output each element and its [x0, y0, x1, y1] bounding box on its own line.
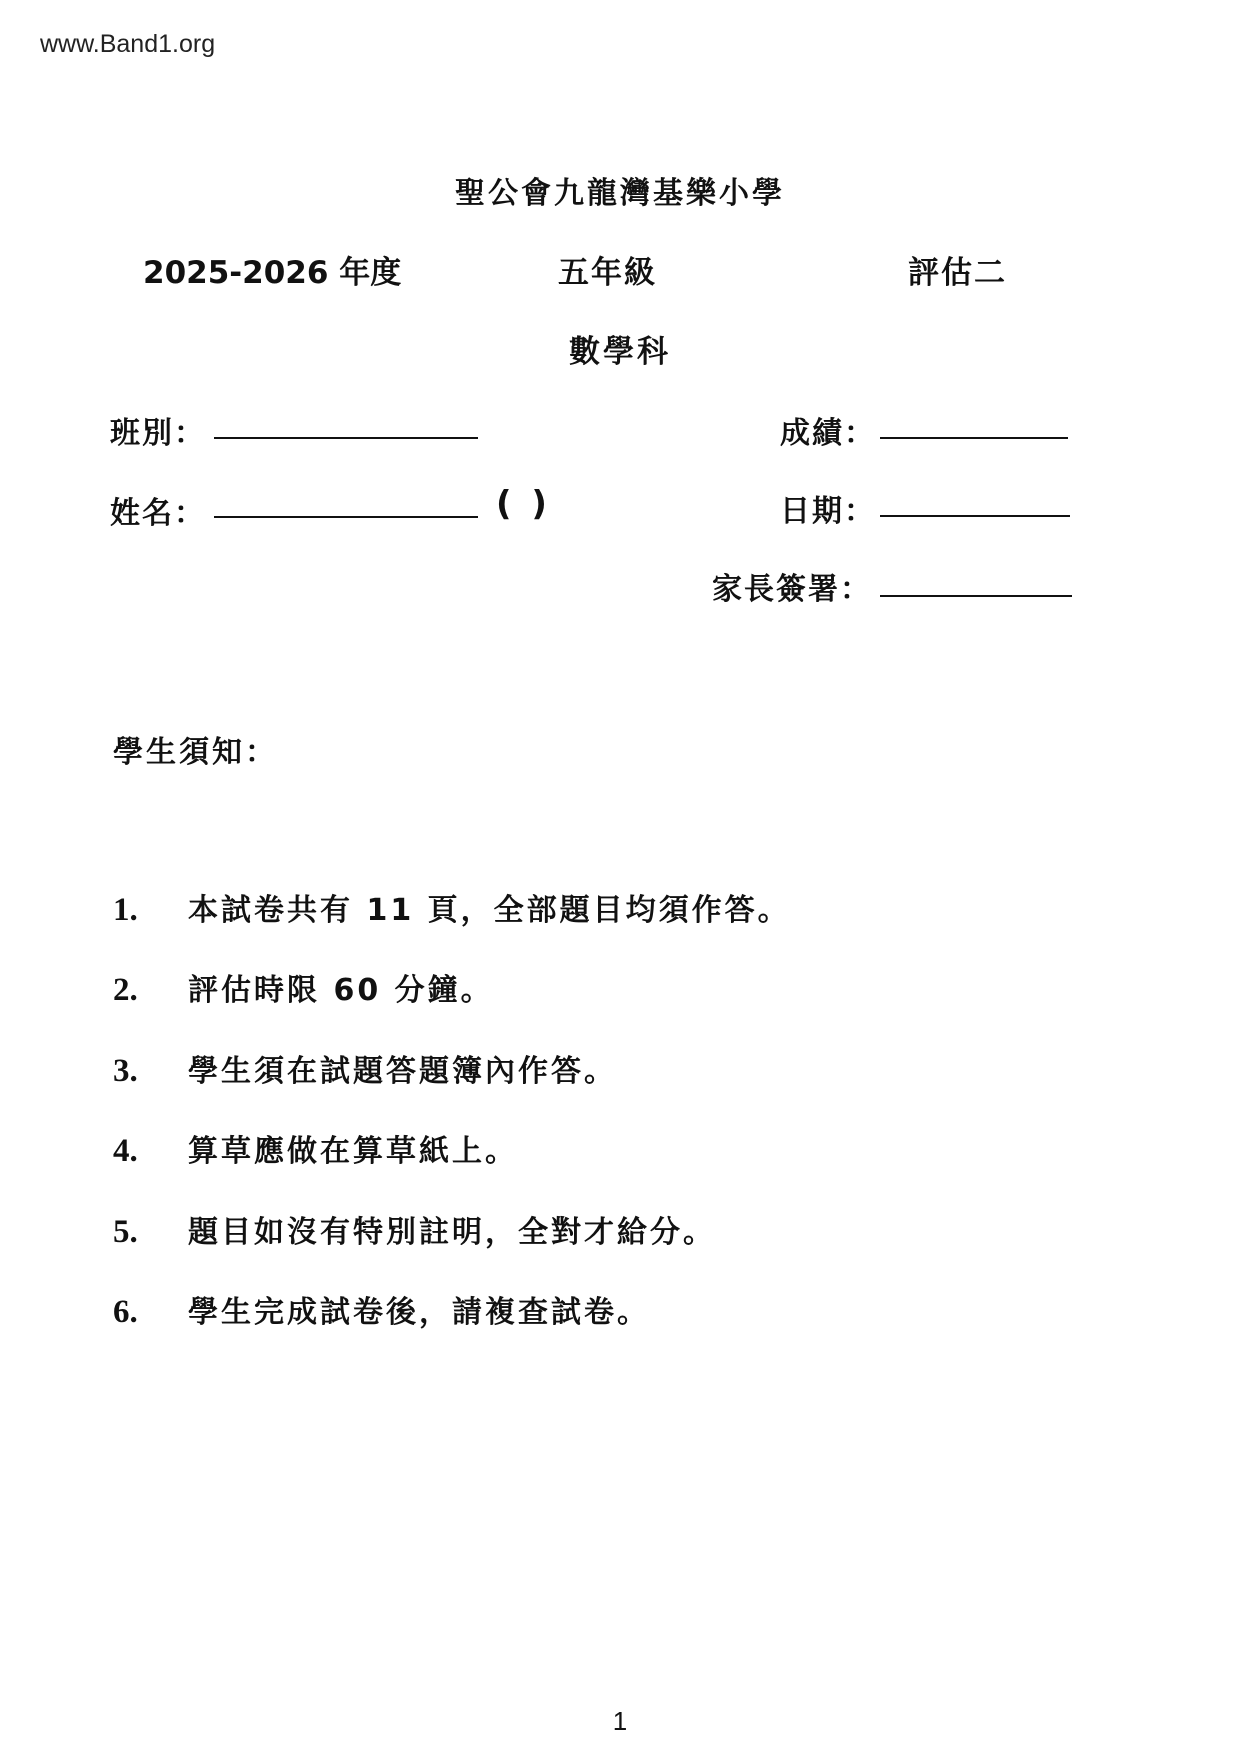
rule-text: 評估時限 60 分鐘。 [188, 973, 494, 1008]
class-label: 班別： [110, 416, 206, 451]
parent-signature-blank[interactable] [880, 595, 1072, 597]
school-name: 聖公會九龍灣基樂小學 [455, 176, 785, 211]
score-label: 成績： [780, 416, 876, 451]
rule-text: 學生完成試卷後，請複查試卷。 [188, 1295, 650, 1330]
notice-rule [113, 1207, 716, 1251]
notice-rule [113, 1046, 617, 1090]
class-blank[interactable] [214, 437, 478, 439]
notice-rule [113, 1126, 518, 1170]
name-blank[interactable] [214, 516, 478, 518]
notice-rule [113, 1287, 650, 1331]
score-blank[interactable] [880, 437, 1068, 439]
rule-text: 學生須在試題答題簿內作答。 [188, 1054, 617, 1089]
rule-number: 2. [113, 972, 138, 1008]
page-number: 1 [612, 1706, 628, 1736]
notice-rule [113, 885, 791, 929]
date-label: 日期： [780, 494, 876, 529]
website-watermark: www.Band1.org [40, 30, 216, 58]
rule-text: 算草應做在算草紙上。 [188, 1134, 518, 1169]
rule-number: 5. [113, 1214, 138, 1250]
rule-number: 3. [113, 1053, 138, 1089]
date-blank[interactable] [880, 515, 1070, 517]
notice-title: 學生須知： [113, 735, 278, 770]
rule-text: 本試卷共有 11 頁，全部題目均須作答。 [188, 893, 791, 928]
subject-title: 數學科 [569, 334, 671, 370]
rule-number: 1. [113, 892, 138, 928]
rule-text: 題目如沒有特別註明，全對才給分。 [188, 1215, 716, 1250]
name-label: 姓名： [110, 496, 206, 531]
rule-number: 4. [113, 1133, 138, 1169]
notice-rule [113, 965, 494, 1009]
school-year: 2025-2026 年度 [143, 255, 402, 291]
class-number-brackets[interactable]: ( ) [496, 484, 551, 524]
parent-signature-label: 家長簽署： [712, 572, 872, 607]
rule-number: 6. [113, 1294, 138, 1330]
assessment-name: 評估二 [908, 255, 1007, 291]
grade-level: 五年級 [558, 255, 657, 291]
